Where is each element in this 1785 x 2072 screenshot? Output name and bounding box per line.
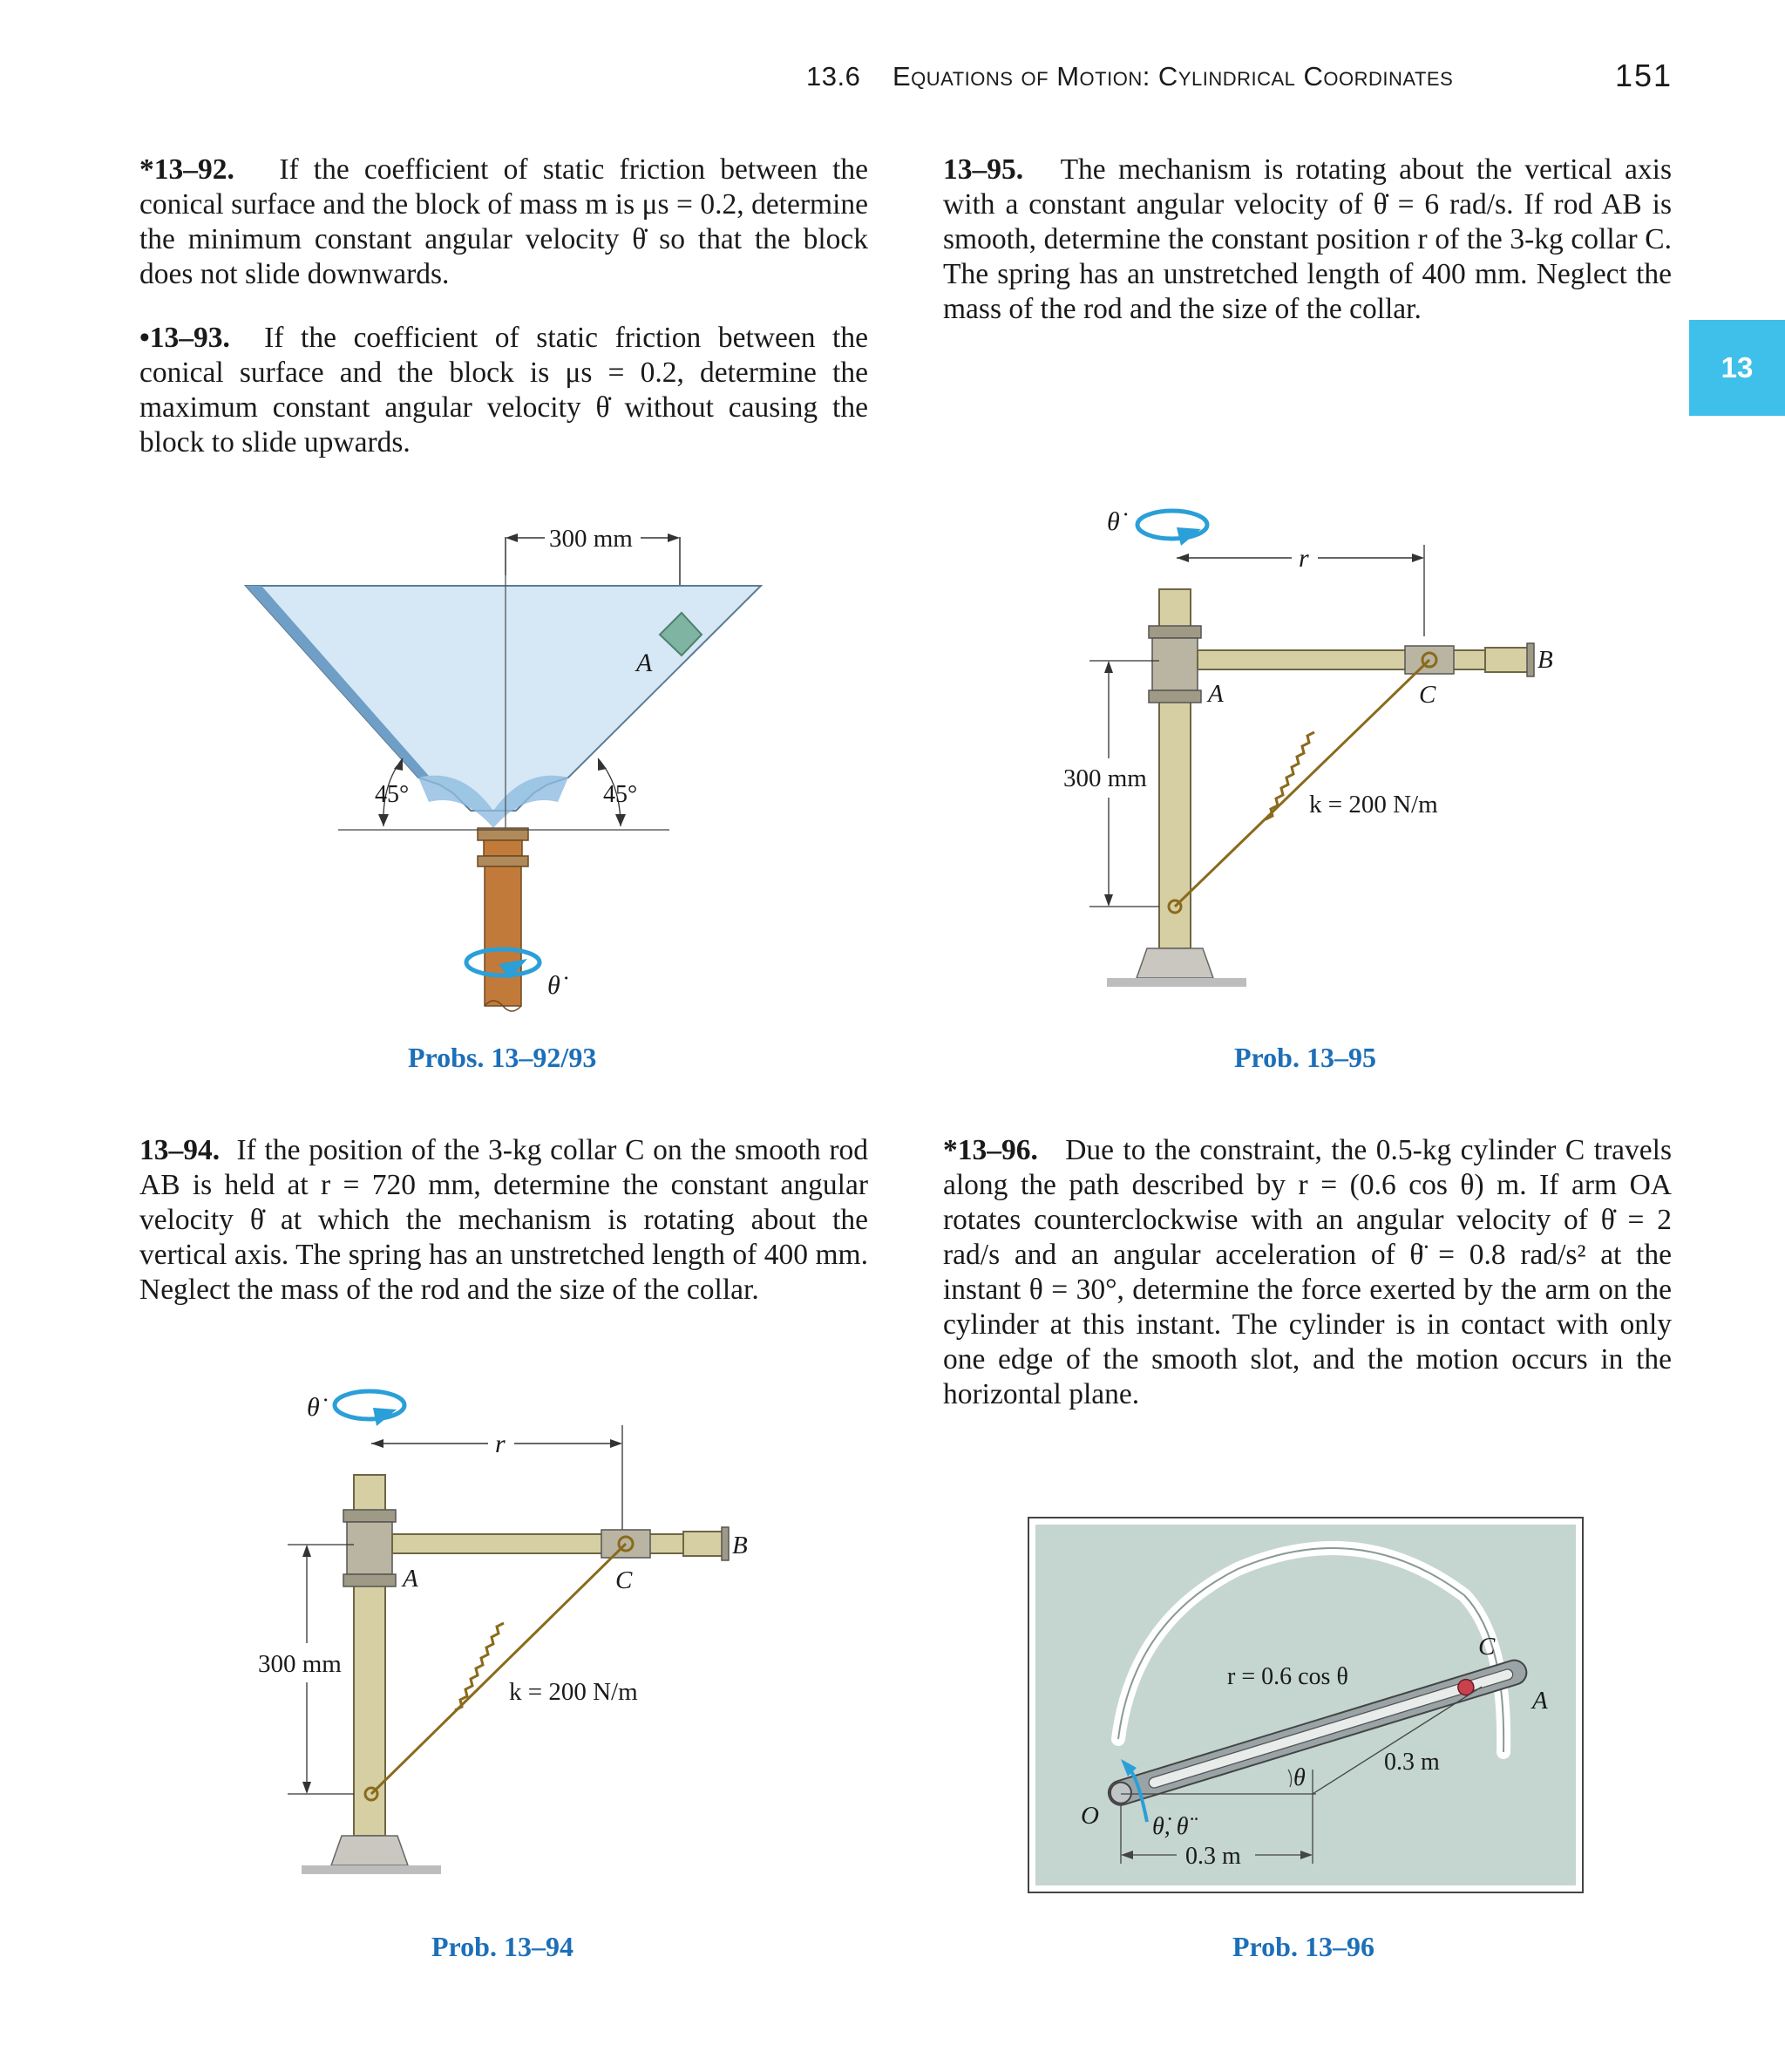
page-number: 151 — [1615, 58, 1673, 93]
slot-a-label: A — [1532, 1687, 1548, 1715]
slot-omega-label: θ̇, θ̈ — [1152, 1813, 1189, 1840]
chapter-tab[interactable]: 13 — [1689, 320, 1785, 416]
slot-dim-bottom: 0.3 m — [1185, 1843, 1241, 1870]
problem-number: •13–93. — [139, 322, 230, 354]
problem-text: If the coefficient of static friction between the conical surface and the block of mass m is μs = 0.2, determine the minimum constant angular velocity θ̇ so that the block does not slide downwards. — [139, 153, 868, 290]
problem-number: *13–96. — [943, 1134, 1038, 1166]
slot-theta-label: θ — [1293, 1764, 1306, 1791]
cone-block-label: A — [636, 649, 653, 677]
caption-probs-13-92-93: Probs. 13–92/93 — [408, 1042, 597, 1073]
caption-prob-13-96: Prob. 13–96 — [1232, 1931, 1374, 1962]
mech94-b-label: B — [732, 1532, 748, 1559]
mech95-spring-label: k = 200 N/m — [1309, 791, 1438, 819]
section-title: Equations of Motion: Cylindrical Coordinates — [892, 61, 1454, 92]
problem-number: 13–94. — [139, 1134, 221, 1166]
mech94-omega-label: θ̇ — [307, 1393, 320, 1422]
caption-prob-13-95: Prob. 13–95 — [1234, 1042, 1376, 1073]
mech94-c-label: C — [615, 1566, 633, 1594]
problem-text: If the coefficient of static friction between the conical surface and the block is μs = 0.2, determine the maximum constant angular velocity θ̇ without causing the block to slide upwards. — [139, 322, 868, 459]
mech94-height-label: 300 mm — [258, 1650, 342, 1678]
cone-dim-label: 300 mm — [549, 525, 633, 553]
slot-c-label: C — [1478, 1633, 1496, 1661]
caption-prob-13-94: Prob. 13–94 — [431, 1931, 574, 1962]
slot-path-label: r = 0.6 cos θ — [1227, 1663, 1348, 1690]
mech95-a-label: A — [1208, 680, 1224, 708]
cone-omega-label: θ̇ — [547, 971, 560, 1000]
slot-o-label: O — [1081, 1802, 1099, 1830]
problem-number: 13–95. — [943, 153, 1024, 186]
cone-angle-left: 45° — [375, 781, 410, 808]
problem-number: *13–92. — [139, 153, 234, 186]
section-number: 13.6 — [806, 61, 861, 92]
mech95-omega-label: θ̇ — [1107, 507, 1120, 536]
mech95-b-label: B — [1537, 646, 1553, 674]
slot-dim-right: 0.3 m — [1384, 1749, 1440, 1776]
mech94-a-label: A — [403, 1565, 418, 1593]
mech95-r-label: r — [1299, 544, 1309, 573]
mech94-r-label: r — [495, 1430, 506, 1458]
mech94-spring-label: k = 200 N/m — [509, 1678, 638, 1706]
mech95-height-label: 300 mm — [1063, 764, 1147, 792]
mech95-c-label: C — [1419, 681, 1436, 709]
problem-text: The mechanism is rotating about the vertical axis with a constant angular velocity of θ̇ = 6 rad/s. If rod AB is smooth, determine the constant position r of the 3-kg collar C. The spring has an unstretched length of 400 mm. Neglect the mass of the rod and the size of the collar. — [943, 153, 1672, 325]
problem-text: If the position of the 3-kg collar C on the smooth rod AB is held at r = 720 mm, determine the constant angular velocity θ̇ at which the mechanism is rotating about the vertical axis. The spring has an unstretched length of 400 mm. Neglect the mass of the rod and the size of the collar. — [139, 1134, 868, 1306]
problem-text: Due to the constraint, the 0.5-kg cylinder C travels along the path described by r = (0.6 cos θ) m. If arm OA rotates counterclockwise with an angular velocity of θ̇ = 2 rad/s and an angular acceleration of θ̈ = 0.8 rad/s² at the instant θ = 30°, determine the force exerted by the arm on the cylinder at this instant. The cylinder is in contact with only one edge of the smooth slot, and the motion occurs in the horizontal plane. — [943, 1134, 1672, 1410]
cone-angle-right: 45° — [603, 781, 638, 808]
